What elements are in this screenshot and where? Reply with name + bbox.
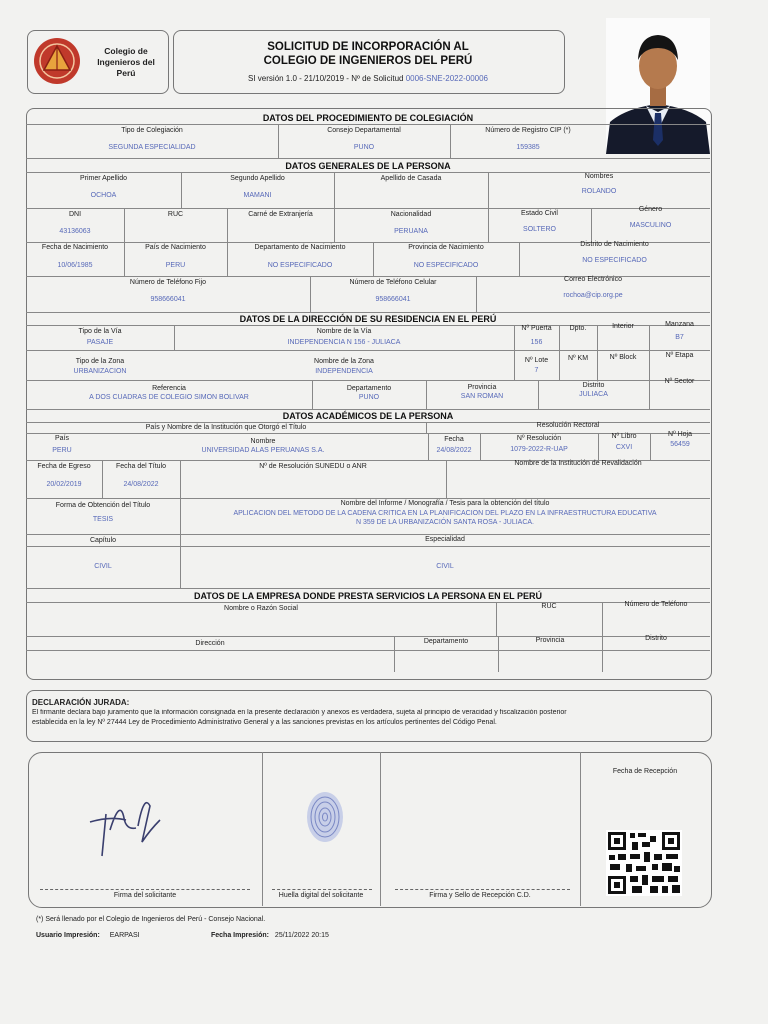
label-tel-fijo: Número de Teléfono Fijo xyxy=(129,279,207,286)
label-pais-nacimiento: País de Nacimiento xyxy=(145,244,206,251)
value-capitulo: CIVIL xyxy=(94,563,112,570)
label-block: Nº Block xyxy=(609,354,637,361)
value-nombres: ROLANDO xyxy=(581,188,617,195)
label-fecha-resolucion: Fecha xyxy=(444,436,464,443)
label-nombres: Nombres xyxy=(584,173,614,180)
value-referencia: A DOS CUADRAS DE COLEGIO SIMON BOLIVAR xyxy=(89,394,249,401)
value-dist-nacimiento: NO ESPECIFICADO xyxy=(582,257,647,264)
huella-label: Huella digital del solicitante xyxy=(278,892,364,899)
label-provincia: Provincia xyxy=(467,384,497,391)
value-tipo-zona: URBANIZACION xyxy=(73,368,127,375)
value-consejo: PUNO xyxy=(353,144,375,151)
cip-logo-icon xyxy=(32,36,82,86)
label-nacionalidad: Nacionalidad xyxy=(390,211,432,218)
form-title-line1: SOLICITUD DE INCORPORACIÓN AL xyxy=(267,41,469,53)
declaracion-line1: El firmante declara bajo juramento que la información consignada en la presente declaración y anexos es verdadera, sujeta al principio de veracidad y fiscalización posterior xyxy=(32,709,567,716)
value-genero: MASCULINO xyxy=(629,222,672,229)
label-forma-titulo: Forma de Obtención del Título xyxy=(55,502,151,509)
value-departamento: PUNO xyxy=(358,394,380,401)
label-dist-nacimiento: Distrito de Nacimiento xyxy=(580,241,649,248)
value-fecha-nacimiento: 10/06/1985 xyxy=(57,262,93,269)
section-title-empresa: DATOS DE LA EMPRESA DONDE PRESTA SERVICIOS LA PERSONA EN EL PERÚ xyxy=(193,591,543,601)
label-provincia-empresa: Provincia xyxy=(535,637,565,644)
label-segundo-apellido: Segundo Apellido xyxy=(230,175,285,182)
label-puerta: Nº Puerta xyxy=(521,325,552,332)
value-correo: rochoa@cip.org.pe xyxy=(563,292,623,299)
section-title-generales: DATOS GENERALES DE LA PERSONA xyxy=(285,161,451,171)
label-registro: Número de Registro CIP (*) xyxy=(485,127,571,134)
value-fecha-egreso: 20/02/2019 xyxy=(46,481,82,488)
label-correo: Correo Electrónico xyxy=(564,276,622,283)
form-title-line2: COLEGIO DE INGENIEROS DEL PERÚ xyxy=(263,55,473,67)
signature-graphic xyxy=(80,790,180,860)
value-tipo-via: PASAJE xyxy=(86,339,114,346)
label-tel-celular: Número de Teléfono Celular xyxy=(349,279,437,286)
label-nro-resolucion: Nº Resolución xyxy=(516,435,562,442)
label-interior: Interior xyxy=(612,323,634,330)
label-sunedu: Nº de Resolución SUNEDU o ANR xyxy=(259,463,367,470)
label-distrito: Distrito xyxy=(582,382,605,389)
label-lote: Nº Lote xyxy=(524,357,549,364)
value-segundo-apellido: MAMANI xyxy=(243,192,272,199)
value-forma-titulo: TESIS xyxy=(92,516,114,523)
section-title-colegiacion: DATOS DEL PROCEDIMIENTO DE COLEGIACIÓN xyxy=(262,113,474,123)
fecha-recepcion-label: Fecha de Recepción xyxy=(612,768,678,775)
value-nro-resolucion: 1079-2022-R-UAP xyxy=(510,446,568,453)
label-carne: Carné de Extranjería xyxy=(248,211,313,218)
label-resolucion-group: Resolución Rectoral xyxy=(536,422,600,429)
label-nombre-zona: Nombre de la Zona xyxy=(314,358,374,365)
label-dpto: Dpto. xyxy=(569,325,587,332)
usuario-value: EARPASI xyxy=(109,932,140,939)
label-nombre-institucion: Nombre xyxy=(250,438,276,445)
value-fecha-resolucion: 24/08/2022 xyxy=(436,447,472,454)
value-depto-nacimiento: NO ESPECIFICADO xyxy=(267,262,333,269)
qr-code-icon xyxy=(606,830,682,896)
value-informe-line2: N 359 DE LA URBANIZACIÓN SANTA ROSA - JULIACA. xyxy=(355,519,535,526)
label-apellido-casada: Apellido de Casada xyxy=(380,175,442,182)
label-distrito-empresa: Distrito xyxy=(645,635,667,642)
value-tipo-colegiacion: SEGUNDA ESPECIALIDAD xyxy=(108,144,196,151)
value-distrito: JULIACA xyxy=(579,391,608,398)
label-especialidad: Especialidad xyxy=(425,536,465,543)
fecha-impresion-value: 25/11/2022 20:15 xyxy=(274,932,329,939)
label-tipo-via: Tipo de la Vía xyxy=(78,328,122,335)
label-ruc: RUC xyxy=(167,211,184,218)
section-title-direccion: DATOS DE LA DIRECCIÓN DE SU RESIDENCIA EN EL PERÚ xyxy=(239,314,497,324)
label-estado-civil: Estado Civil xyxy=(521,210,558,217)
label-depto-nacimiento: Departamento de Nacimiento xyxy=(254,244,346,251)
label-consejo: Consejo Departamental xyxy=(327,127,401,134)
value-tel-celular: 958666041 xyxy=(375,296,411,303)
label-manzana: Manzana xyxy=(665,321,694,328)
label-revalidacion: Nombre de la Institución de Revalidación xyxy=(514,460,642,467)
value-primer-apellido: OCHOA xyxy=(90,192,117,199)
section-title-academicos: DATOS ACADÉMICOS DE LA PERSONA xyxy=(282,411,454,421)
value-nombre-zona: INDEPENDENCIA xyxy=(315,368,373,375)
value-estado-civil: SOLTERO xyxy=(523,226,556,233)
version-text: SI versión 1.0 - 21/10/2019 - Nº de Solicitud xyxy=(248,74,404,83)
value-libro: CXVI xyxy=(615,444,633,451)
label-tipo-colegiacion: Tipo de Colegiación xyxy=(121,127,183,134)
value-pais: PERU xyxy=(52,447,72,454)
footer-fecha xyxy=(211,932,329,939)
label-pais: País xyxy=(54,435,69,442)
value-hoja: 56459 xyxy=(670,441,690,448)
usuario-label: Usuario Impresión: xyxy=(36,932,100,939)
label-razon-social: Nombre o Razón Social xyxy=(224,605,298,612)
value-nombre-via: INDEPENDENCIA N 156 - JULIACA xyxy=(287,339,401,346)
label-ruc-empresa: RUC xyxy=(541,603,557,610)
value-pais-nacimiento: PERU xyxy=(165,262,186,269)
label-institucion-group: País y Nombre de la Institución que Otorgó el Título xyxy=(145,424,307,431)
label-fecha-egreso: Fecha de Egreso xyxy=(37,463,91,470)
fecha-impresion-label: Fecha Impresión: xyxy=(211,932,269,939)
value-lote: 7 xyxy=(534,367,539,374)
value-especialidad: CIVIL xyxy=(436,563,454,570)
org-name: Colegio de Ingenieros del Perú xyxy=(97,46,155,78)
label-dni: DNI xyxy=(68,211,82,218)
firma-solicitante-label: Firma del solicitante xyxy=(113,892,177,899)
label-fecha-nacimiento: Fecha de Nacimiento xyxy=(41,244,109,251)
label-departamento: Departamento xyxy=(346,385,392,392)
value-nombre-institucion: UNIVERSIDAD ALAS PERUANAS S.A. xyxy=(201,447,325,454)
footer-note: (*) Será llenado por el Colegio de Ingenieros del Perú - Consejo Nacional. xyxy=(36,916,266,923)
label-primer-apellido: Primer Apellido xyxy=(79,175,128,182)
firma-sello-label: Firma y Sello de Recepción C.D. xyxy=(429,892,531,899)
declaracion-title: DECLARACIÓN JURADA: xyxy=(32,698,130,707)
version-line xyxy=(173,74,563,83)
label-direccion-empresa: Dirección xyxy=(195,640,225,647)
declaracion-line2: establecida en la ley Nº 27444 Ley de Procedimiento Administrativo General y a las sanciones previstas en los artículos pertinentes del Código Penal. xyxy=(32,719,497,726)
label-sector: Nº Sector xyxy=(664,378,695,385)
label-genero: Género xyxy=(638,206,663,213)
label-capitulo: Capítulo xyxy=(89,537,117,544)
label-hoja: Nº Hoja xyxy=(668,431,692,438)
value-registro: 159385 xyxy=(516,144,540,151)
label-km: Nº KM xyxy=(567,355,589,362)
value-nacionalidad: PERUANA xyxy=(394,228,428,235)
value-tel-fijo: 958666041 xyxy=(150,296,186,303)
label-departamento-empresa: Departamento xyxy=(423,638,469,645)
value-puerta: 156 xyxy=(530,339,543,346)
value-manzana: B7 xyxy=(675,334,684,341)
label-tipo-zona: Tipo de la Zona xyxy=(75,358,125,365)
label-informe: Nombre del Informe / Monografía / Tesis para la obtención del título xyxy=(340,500,550,507)
label-referencia: Referencia xyxy=(152,385,186,392)
label-libro: Nº Libro xyxy=(611,433,637,440)
label-fecha-titulo: Fecha del Título xyxy=(115,463,167,470)
solicitud-number: 0006-SNE-2022-00006 xyxy=(405,74,488,83)
value-prov-nacimiento: NO ESPECIFICADO xyxy=(413,262,479,269)
fingerprint-icon xyxy=(305,790,345,844)
label-nombre-via: Nombre de la Vía xyxy=(316,328,372,335)
value-informe-line1: APLICACION DEL METODO DE LA CADENA CRITICA EN LA PLANIFICACIÓN DEL PLAZO EN LA INFRAESTRUCTURA EDUCATIVA xyxy=(233,510,657,517)
label-prov-nacimiento: Provincia de Nacimiento xyxy=(408,244,484,251)
value-fecha-titulo: 24/08/2022 xyxy=(123,481,159,488)
value-dni: 43136063 xyxy=(59,228,91,235)
value-provincia: SAN ROMAN xyxy=(460,393,504,400)
footer-usuario xyxy=(36,932,140,939)
label-telefono-empresa: Número de Teléfono xyxy=(624,601,688,608)
label-etapa: Nº Etapa xyxy=(665,352,694,359)
